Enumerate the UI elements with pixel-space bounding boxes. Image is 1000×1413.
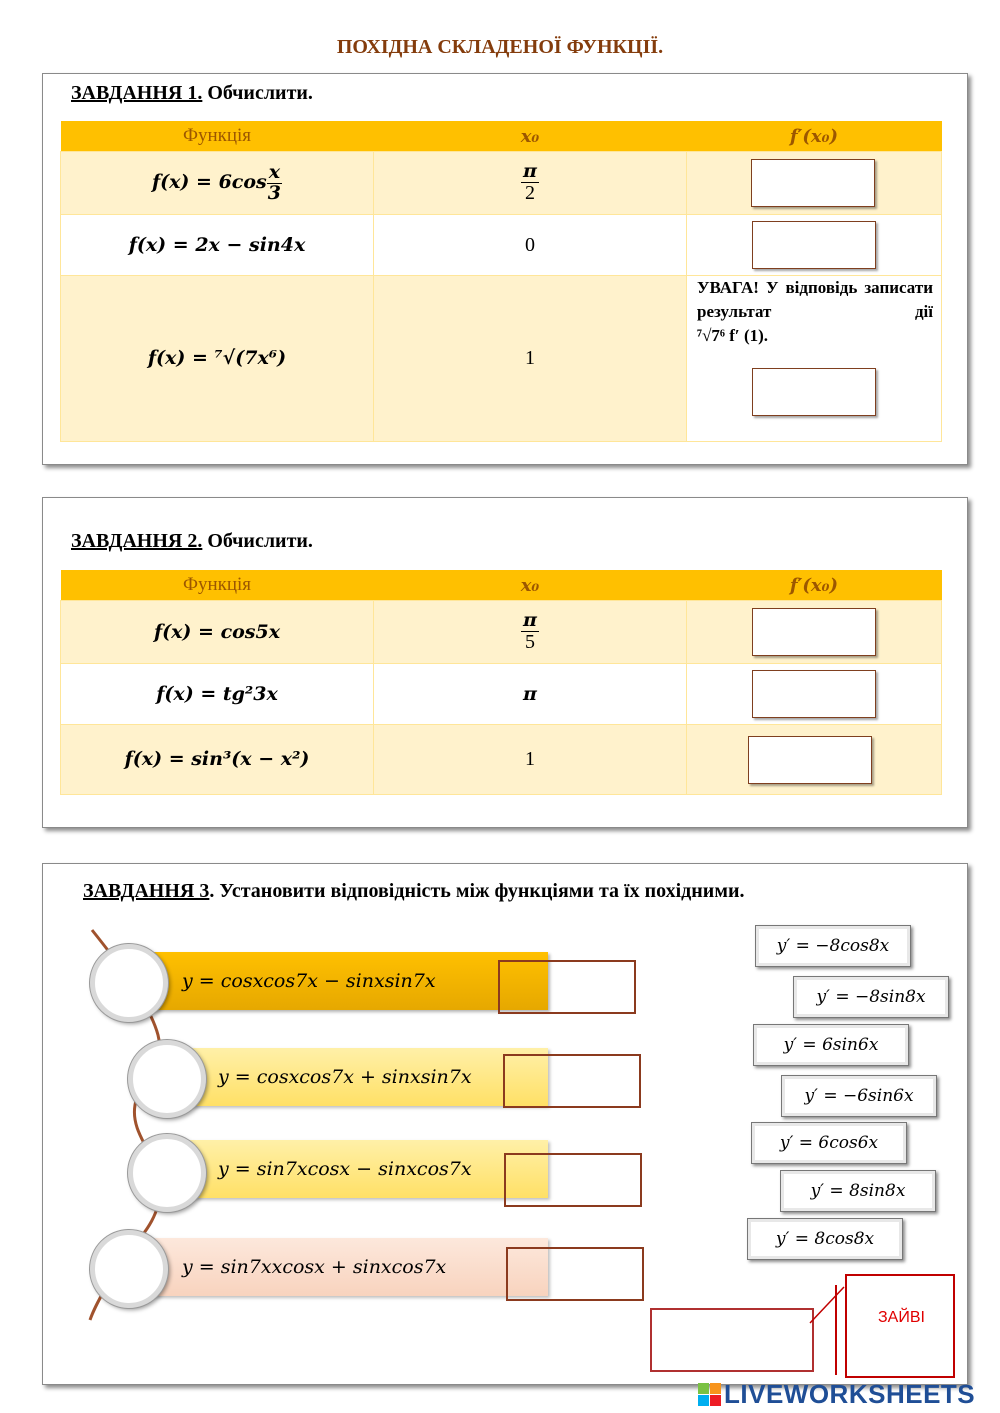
task2-header-x0: x₀ xyxy=(374,570,687,601)
attention-note: УВАГА! У відповідь записати результат дії xyxy=(697,278,933,321)
derivative-card-6[interactable]: y′ = 8sin8x xyxy=(780,1170,936,1212)
function-bar-1 xyxy=(152,952,548,1010)
task1-row xyxy=(61,215,942,276)
answer-dropzone-2[interactable] xyxy=(503,1054,641,1108)
derivative-card-4[interactable]: y′ = −6sin6x xyxy=(781,1075,937,1117)
task1-row xyxy=(61,152,942,215)
task2-row1-function: f(x) = cos5x xyxy=(153,620,281,643)
derivative-card-2[interactable]: y′ = −8sin8x xyxy=(793,976,949,1018)
extra-pointer xyxy=(808,1285,848,1325)
function-bar-2 xyxy=(190,1048,548,1106)
derivative-card-1[interactable]: y′ = −8cos8x xyxy=(755,925,911,967)
extra-dropzone[interactable] xyxy=(650,1308,814,1372)
derivative-card-3[interactable]: y′ = 6sin6x xyxy=(753,1024,909,1066)
derivative-card-5[interactable]: y′ = 6cos6x xyxy=(751,1122,907,1164)
fraction: $\frac{x}{3}$ xyxy=(267,160,282,204)
match-circle-3[interactable] xyxy=(128,1134,206,1212)
match-circle-4[interactable] xyxy=(90,1230,168,1308)
fraction: $\frac{\pi}{5}$ xyxy=(523,609,537,653)
task2-label: ЗАВДАННЯ 2. xyxy=(71,530,203,552)
task3-heading xyxy=(83,880,744,903)
function-label-1: y = cosxcos7x − sinxsin7x xyxy=(182,970,436,992)
liveworksheets-logo-mark xyxy=(698,1383,722,1407)
task2-row1-x0 xyxy=(374,601,687,664)
task2-panel xyxy=(42,497,968,828)
task1-header-function: Функція xyxy=(61,121,374,152)
task1-row1-x0 xyxy=(374,152,687,215)
task2-row3-function: f(x) = sin³(x − x²) xyxy=(124,748,310,770)
task1-row2-x0: 0 xyxy=(374,215,687,276)
task2-row2-x0: π xyxy=(523,682,537,705)
match-circle-2[interactable] xyxy=(128,1040,206,1118)
answer-input[interactable] xyxy=(752,368,876,416)
answer-dropzone-4[interactable] xyxy=(506,1247,644,1301)
task1-row3-function: f(x) = ⁷√(7x⁶) xyxy=(147,347,287,369)
task3-label: ЗАВДАННЯ 3 xyxy=(83,880,210,902)
answer-input[interactable] xyxy=(748,736,872,784)
task1-row2-function: f(x) = 2x − sin4x xyxy=(128,233,306,256)
function-bar-3 xyxy=(190,1140,548,1198)
function-label-3: y = sin7xcosx − sinxcos7x xyxy=(218,1158,472,1180)
task2-row3-x0: 1 xyxy=(374,725,687,795)
task1-row3-x0: 1 xyxy=(374,276,687,442)
task1-table xyxy=(60,121,942,442)
task2-row xyxy=(61,664,942,725)
answer-dropzone-3[interactable] xyxy=(504,1153,642,1207)
answer-input[interactable] xyxy=(752,670,876,718)
task1-row1-function: f(x) = 6cos $\frac{x}{3}$ xyxy=(61,152,374,215)
answer-input[interactable] xyxy=(752,608,876,656)
function-bar-4 xyxy=(152,1238,548,1296)
task2-row xyxy=(61,725,942,795)
extra-badge xyxy=(845,1274,955,1378)
answer-input[interactable] xyxy=(751,159,875,207)
task2-row2-function: f(x) = tg²3x xyxy=(156,682,278,705)
task2-header-derivative: f′(x₀) xyxy=(687,570,942,601)
task1-label: ЗАВДАННЯ 1. xyxy=(71,82,203,104)
extra-label: ЗАЙВІ xyxy=(878,1309,925,1326)
task3-instruction: . Установити відповідність між функціями та їх похідними. xyxy=(209,880,745,902)
function-label-4: y = sin7xxcosx + sinxcos7x xyxy=(182,1256,447,1278)
task2-instruction: Обчислити. xyxy=(207,530,313,552)
attention-note-expr: ⁷√7⁶ f′ (1). xyxy=(697,326,769,345)
task1-instruction: Обчислити. xyxy=(207,82,313,104)
derivative-card-7[interactable]: y′ = 8cos8x xyxy=(747,1218,903,1260)
task1-row xyxy=(61,276,942,442)
match-circle-1[interactable] xyxy=(90,944,168,1022)
function-label-2: y = cosxcos7x + sinxsin7x xyxy=(218,1066,472,1088)
liveworksheets-logo: LIVEWORKSHEETS xyxy=(724,1379,976,1409)
task2-header-function: Функція xyxy=(61,570,374,601)
task2-row xyxy=(61,601,942,664)
page-title: ПОХІДНА СКЛАДЕНОЇ ФУНКЦІЇ. xyxy=(336,36,664,58)
answer-input[interactable] xyxy=(752,221,876,269)
fraction: $\frac{\pi}{2}$ xyxy=(523,160,537,204)
answer-dropzone-1[interactable] xyxy=(498,960,636,1014)
task2-table xyxy=(60,570,942,795)
task1-header-x0: x₀ xyxy=(374,121,687,152)
task2-heading xyxy=(71,530,313,553)
task1-heading xyxy=(71,82,313,105)
task1-header-derivative: f′(x₀) xyxy=(687,121,942,152)
task1-panel xyxy=(42,73,968,465)
